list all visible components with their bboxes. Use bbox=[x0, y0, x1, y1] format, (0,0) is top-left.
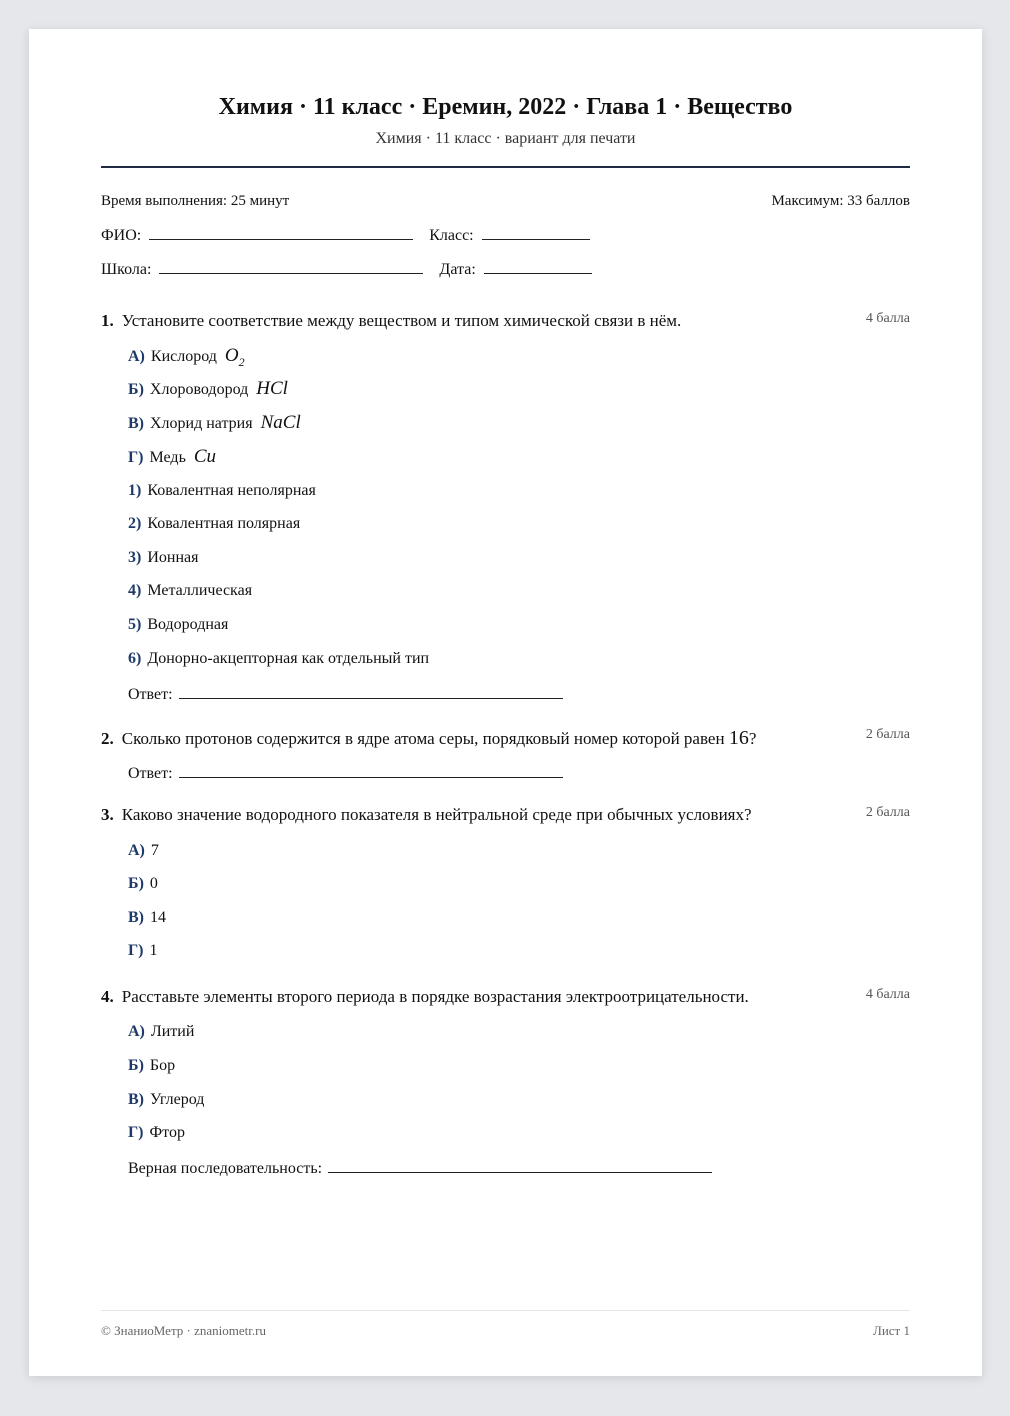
answer-label: 6) bbox=[128, 650, 142, 667]
question-points: 2 балла bbox=[865, 805, 910, 820]
q1-option-c bbox=[128, 412, 301, 434]
answer-blank[interactable] bbox=[179, 763, 563, 778]
question-1 bbox=[101, 311, 910, 331]
q4-option-d bbox=[128, 1124, 185, 1142]
q3-option-b bbox=[128, 875, 158, 893]
question-points: 2 балла bbox=[865, 727, 910, 742]
answer-field-label: Верная последовательность: bbox=[128, 1160, 323, 1177]
option-label: А) bbox=[128, 842, 145, 859]
option-text: Литий bbox=[150, 1023, 195, 1040]
q1-answer-field bbox=[128, 684, 563, 704]
answer-label: 1) bbox=[128, 482, 142, 499]
question-number: 1. bbox=[101, 311, 114, 330]
class-label: Класс: bbox=[429, 227, 474, 244]
page-title: Химия · 11 класс · Еремин, 2022 · Глава 1 · Вещество bbox=[218, 94, 793, 120]
fio-label: ФИО: bbox=[101, 227, 142, 244]
option-text: 1 bbox=[149, 942, 158, 959]
q1-answer-1 bbox=[128, 482, 316, 500]
answer-text: Водородная bbox=[147, 616, 229, 633]
q4-option-b bbox=[128, 1057, 175, 1075]
answer-field-label: Ответ: bbox=[128, 686, 173, 703]
option-label: В) bbox=[128, 909, 144, 926]
option-text: 7 bbox=[150, 842, 159, 859]
q3-option-a bbox=[128, 842, 159, 860]
footer-copyright: © ЗнаниоМетр · znaniometr.ru bbox=[101, 1323, 266, 1338]
option-label: А) bbox=[128, 1023, 145, 1040]
question-2 bbox=[101, 727, 910, 750]
chemical-formula: Cu bbox=[193, 446, 217, 467]
option-label: Г) bbox=[128, 942, 144, 959]
question-text: Расставьте элементы второго периода в порядке возрастания электроотрицательности. bbox=[121, 987, 749, 1006]
option-label: А) bbox=[128, 348, 145, 365]
option-label: Г) bbox=[128, 449, 144, 466]
option-text: Фтор bbox=[149, 1124, 185, 1141]
option-text: Кислород bbox=[150, 348, 217, 365]
question-points: 4 балла bbox=[865, 987, 910, 1002]
option-label: Г) bbox=[128, 1124, 144, 1141]
option-text: Хлороводород bbox=[149, 381, 249, 398]
answer-text: Ионная bbox=[147, 549, 199, 566]
option-text: Углерод bbox=[150, 1091, 205, 1108]
option-text: 0 bbox=[149, 875, 158, 892]
question-number: 2. bbox=[101, 729, 114, 748]
question-number: 4. bbox=[101, 987, 114, 1006]
answer-blank[interactable] bbox=[328, 1158, 712, 1173]
answer-text: Ковалентная неполярная bbox=[147, 482, 316, 499]
chemical-formula: HCl bbox=[256, 378, 288, 399]
chemical-formula: NaCl bbox=[260, 412, 301, 433]
fio-class-row bbox=[101, 225, 590, 245]
answer-field-label: Ответ: bbox=[128, 765, 173, 782]
q1-answer-3 bbox=[128, 549, 198, 567]
worksheet-page bbox=[29, 29, 982, 1376]
answer-label: 5) bbox=[128, 616, 142, 633]
question-tail: ? bbox=[748, 729, 757, 748]
q4-answer-field bbox=[128, 1158, 712, 1178]
date-label: Дата: bbox=[439, 261, 476, 278]
question-text: Каково значение водородного показателя в нейтральной среде при обычных условиях? bbox=[121, 805, 752, 824]
q1-answer-4 bbox=[128, 582, 252, 600]
answer-blank[interactable] bbox=[179, 684, 563, 699]
q1-option-d bbox=[128, 446, 216, 468]
question-number-value: 16 bbox=[728, 727, 749, 749]
question-text: Установите соответствие между веществом и типом химической связи в нём. bbox=[121, 311, 682, 330]
q3-option-d bbox=[128, 942, 158, 960]
option-label: В) bbox=[128, 1091, 144, 1108]
school-blank[interactable] bbox=[159, 259, 423, 274]
option-label: Б) bbox=[128, 381, 144, 398]
option-label: Б) bbox=[128, 875, 144, 892]
question-3 bbox=[101, 805, 910, 825]
question-4 bbox=[101, 987, 910, 1007]
question-text: Сколько протонов содержится в ядре атома серы, порядковый номер которой равен bbox=[121, 729, 725, 748]
answer-label: 3) bbox=[128, 549, 142, 566]
chemical-formula: $O_2$ bbox=[224, 345, 245, 369]
q4-option-c bbox=[128, 1091, 204, 1109]
q1-answer-2 bbox=[128, 515, 300, 533]
q1-answer-5 bbox=[128, 616, 228, 634]
class-blank[interactable] bbox=[482, 225, 590, 240]
footer-page-number: Лист 1 bbox=[873, 1323, 910, 1338]
q3-option-c bbox=[128, 909, 166, 927]
question-points: 4 балла bbox=[865, 311, 910, 326]
page-subtitle: Химия · 11 класс · вариант для печати bbox=[375, 130, 636, 147]
time-limit: Время выполнения: 25 минут bbox=[101, 193, 290, 209]
meta-row bbox=[101, 193, 910, 210]
answer-text: Ковалентная полярная bbox=[147, 515, 301, 532]
answer-label: 4) bbox=[128, 582, 142, 599]
q4-option-a bbox=[128, 1023, 194, 1041]
q1-answer-6 bbox=[128, 650, 429, 668]
option-text: 14 bbox=[150, 909, 166, 926]
q1-option-b bbox=[128, 378, 288, 400]
option-text: Бор bbox=[149, 1057, 176, 1074]
option-label: Б) bbox=[128, 1057, 144, 1074]
q2-answer-field bbox=[128, 763, 563, 783]
option-text: Хлорид натрия bbox=[150, 415, 253, 432]
footer-divider bbox=[101, 1310, 910, 1311]
question-number: 3. bbox=[101, 805, 114, 824]
max-score: Максимум: 33 баллов bbox=[771, 193, 910, 209]
fio-blank[interactable] bbox=[149, 225, 413, 240]
answer-text: Донорно-акцепторная как отдельный тип bbox=[147, 650, 430, 667]
q1-option-a bbox=[128, 345, 245, 370]
date-blank[interactable] bbox=[484, 259, 592, 274]
option-text: Медь bbox=[149, 449, 186, 466]
answer-label: 2) bbox=[128, 515, 142, 532]
header-divider bbox=[101, 166, 910, 168]
option-label: В) bbox=[128, 415, 144, 432]
school-label: Школа: bbox=[101, 261, 152, 278]
answer-text: Металлическая bbox=[147, 582, 253, 599]
school-date-row bbox=[101, 259, 592, 279]
